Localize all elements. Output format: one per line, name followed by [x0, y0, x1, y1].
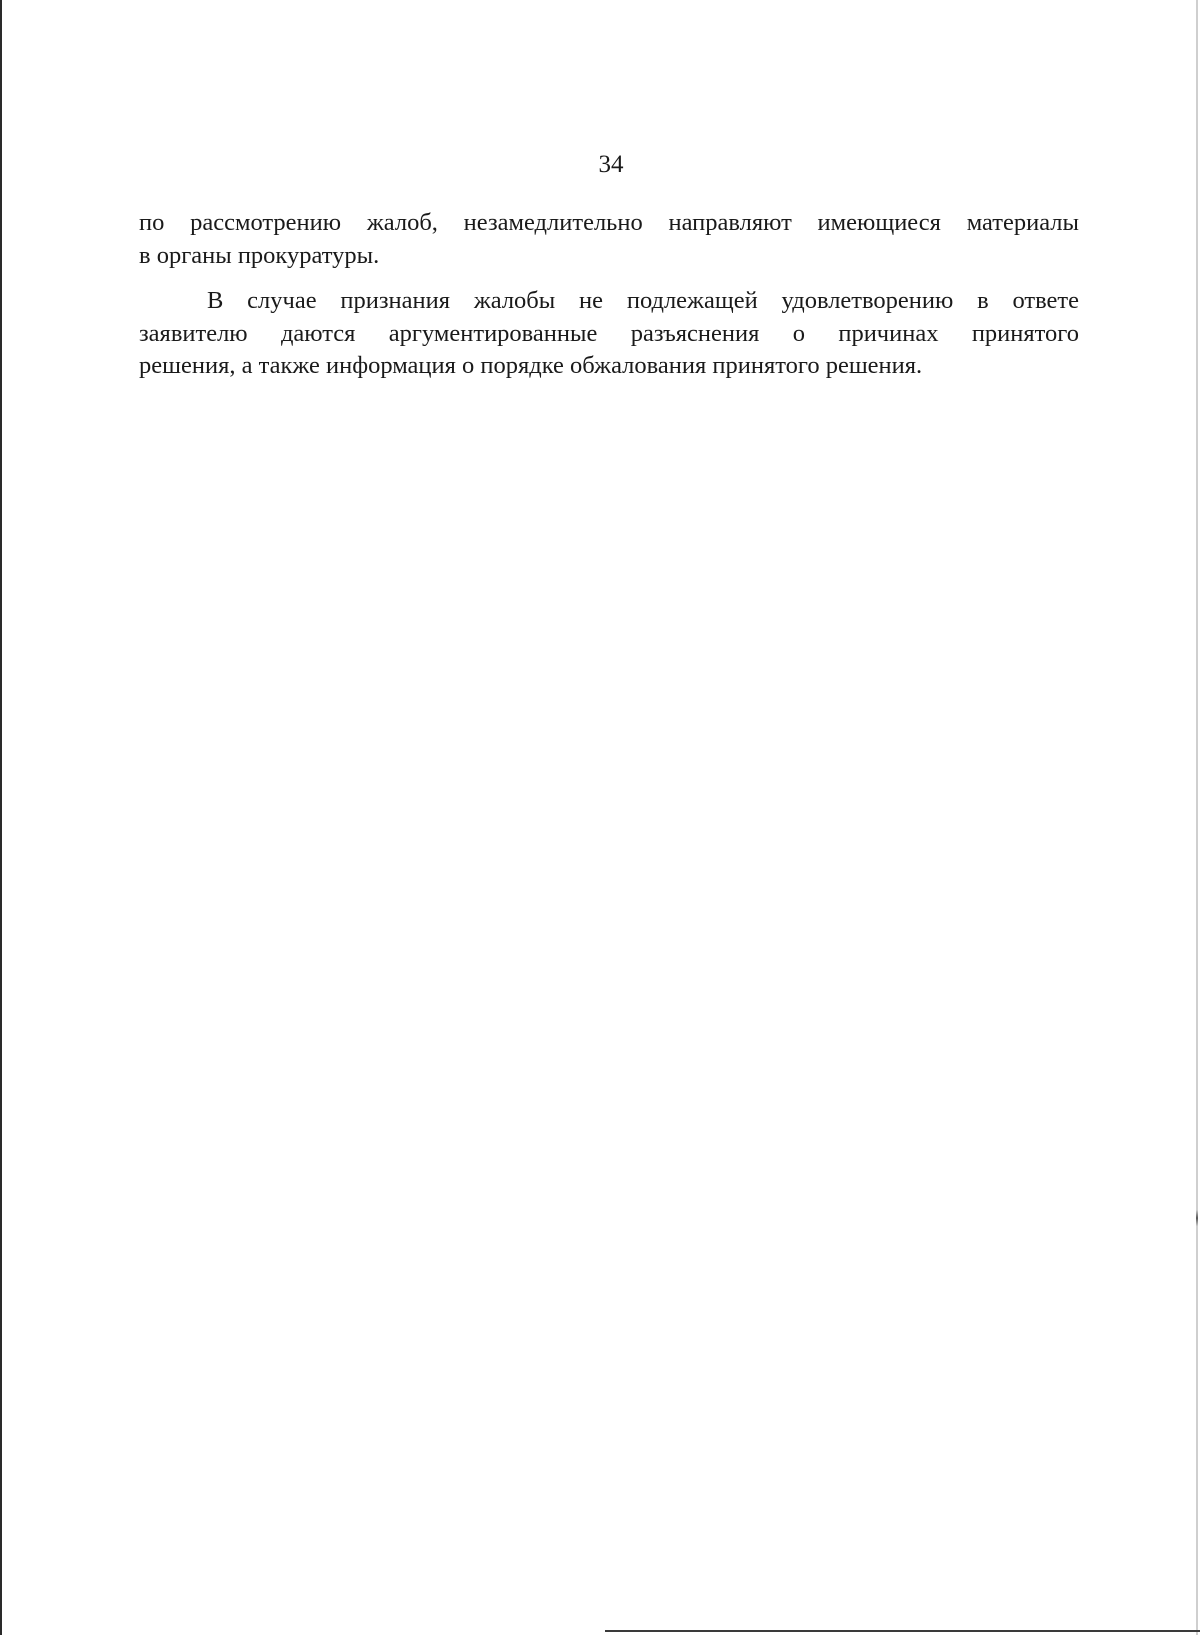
- document-body: [139, 207, 1079, 383]
- paragraph-2-line-2: заявителю даются аргументированные разъяснения о причинах принятого: [139, 319, 1079, 347]
- scan-edge-right: [1196, 0, 1198, 1635]
- paragraph-2-line-3: решения, а также информация о порядке обжалования принятого решения.: [139, 352, 923, 379]
- scan-edge-left: [0, 0, 2, 1635]
- scan-edge-bottom: [605, 1630, 1200, 1632]
- paragraph-1-line-1: по рассмотрению жалоб, незамедлительно направляют имеющиеся материалы: [139, 209, 1079, 236]
- page-number: 34: [598, 151, 624, 178]
- paragraph-1-line-2: в органы прокуратуры.: [139, 241, 380, 269]
- paragraph-1: [139, 207, 1079, 272]
- paragraph-2: [139, 285, 1079, 383]
- paragraph-2-line-1: В случае признания жалобы не подлежащей удовлетворению в ответе: [207, 287, 1079, 314]
